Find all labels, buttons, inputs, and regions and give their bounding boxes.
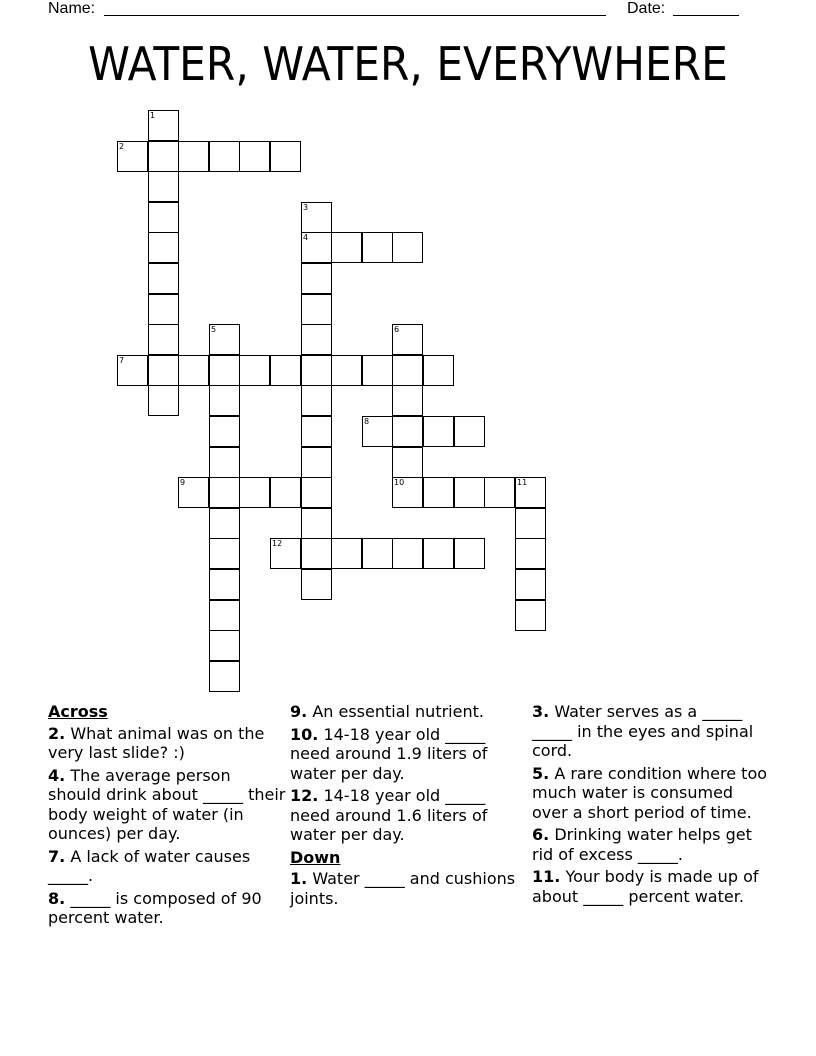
clue-across-2: 2. What animal was on the very last slide? :) (48, 723, 265, 762)
grid-cell[interactable] (331, 355, 362, 386)
clue-number: 7 (119, 356, 125, 365)
grid-cell[interactable] (362, 355, 393, 386)
clue-across-8: 8. _____ is composed of 90 percent water. (48, 888, 262, 927)
grid-cell[interactable] (301, 477, 332, 508)
clue-number: 12 (272, 539, 283, 548)
grid-cell[interactable] (362, 538, 393, 569)
grid-cell[interactable] (239, 141, 270, 172)
grid-cell[interactable] (209, 447, 240, 478)
grid-cell[interactable] (178, 355, 209, 386)
grid-cell[interactable] (423, 477, 454, 508)
grid-cell[interactable] (454, 477, 485, 508)
grid-cell[interactable] (484, 477, 515, 508)
grid-cell[interactable] (392, 324, 423, 355)
grid-cell[interactable] (392, 416, 423, 447)
clue-number: 3 (303, 203, 309, 212)
clue-down-3: 3. Water serves as a _____ _____ in the eyes and spinal cord. (532, 702, 754, 760)
grid-cell[interactable] (148, 232, 179, 263)
grid-cell[interactable] (454, 416, 485, 447)
grid-cell[interactable] (148, 171, 179, 202)
grid-cell[interactable] (239, 355, 270, 386)
clue-column-1 (48, 702, 288, 931)
grid-cell[interactable] (209, 661, 240, 692)
grid-cell[interactable] (209, 416, 240, 447)
clue-across-4: 4. The average person should drink about _____ their body weight of water (in ounces) per day. (48, 765, 286, 843)
grid-cell[interactable] (209, 141, 240, 172)
grid-cell[interactable] (515, 600, 546, 631)
grid-cell[interactable] (301, 416, 332, 447)
grid-cell[interactable] (392, 538, 423, 569)
grid-cell[interactable] (209, 355, 240, 386)
grid-cell[interactable] (209, 385, 240, 416)
grid-cell[interactable] (301, 355, 332, 386)
grid-cell[interactable] (392, 477, 423, 508)
grid-cell[interactable] (148, 385, 179, 416)
across-heading: Across (48, 702, 108, 721)
grid-cell[interactable] (301, 538, 332, 569)
grid-cell[interactable] (423, 538, 454, 569)
clue-across-9: 9. An essential nutrient. (290, 702, 484, 721)
clue-number: 2 (119, 142, 125, 151)
grid-cell[interactable] (301, 263, 332, 294)
grid-cell[interactable] (148, 355, 179, 386)
grid-cell[interactable] (148, 202, 179, 233)
grid-cell[interactable] (301, 447, 332, 478)
grid-cell[interactable] (209, 538, 240, 569)
grid-cell[interactable] (209, 477, 240, 508)
grid-cell[interactable] (270, 538, 301, 569)
grid-cell[interactable] (423, 416, 454, 447)
page-title: WATER, WATER, EVERYWHERE (88, 37, 728, 91)
grid-cell[interactable] (301, 232, 332, 263)
clue-number: 9 (180, 478, 186, 487)
clue-number: 6 (394, 325, 400, 334)
date-label: Date: (627, 0, 666, 17)
grid-cell[interactable] (362, 416, 393, 447)
grid-cell[interactable] (209, 569, 240, 600)
grid-cell[interactable] (515, 569, 546, 600)
grid-cell[interactable] (270, 477, 301, 508)
grid-cell[interactable] (148, 110, 179, 141)
clue-down-6: 6. Drinking water helps get rid of excess _____. (532, 825, 752, 864)
grid-cell[interactable] (454, 538, 485, 569)
clue-column-3 (532, 702, 772, 909)
grid-cell[interactable] (392, 447, 423, 478)
clue-number: 1 (150, 111, 156, 120)
grid-cell[interactable] (301, 324, 332, 355)
grid-cell[interactable] (515, 508, 546, 539)
clue-number: 11 (517, 478, 528, 487)
grid-cell[interactable] (239, 477, 270, 508)
grid-cell[interactable] (301, 508, 332, 539)
grid-cell[interactable] (392, 385, 423, 416)
clue-number: 8 (364, 417, 370, 426)
grid-cell[interactable] (331, 538, 362, 569)
grid-cell[interactable] (117, 141, 148, 172)
clue-down-11: 11. Your body is made up of about _____ percent water. (532, 867, 759, 906)
grid-cell[interactable] (515, 477, 546, 508)
clue-across-10: 10. 14-18 year old _____ need around 1.9 liters of water per day. (290, 724, 488, 783)
grid-cell[interactable] (515, 538, 546, 569)
grid-cell[interactable] (209, 600, 240, 631)
grid-cell[interactable] (209, 508, 240, 539)
grid-cell[interactable] (209, 324, 240, 355)
grid-cell[interactable] (392, 355, 423, 386)
grid-cell[interactable] (301, 202, 332, 233)
clue-number: 5 (211, 325, 217, 334)
grid-cell[interactable] (178, 477, 209, 508)
clue-column-2 (290, 702, 520, 911)
clue-down-1: 1. Water _____ and cushions joints. (290, 869, 516, 908)
grid-cell[interactable] (148, 141, 179, 172)
grid-cell[interactable] (209, 630, 240, 661)
grid-cell[interactable] (148, 294, 179, 325)
clue-number: 10 (394, 478, 405, 487)
clue-down-5: 5. A rare condition where too much water is consumed over a short period of time. (532, 763, 768, 822)
grid-cell[interactable] (270, 355, 301, 386)
grid-cell[interactable] (117, 355, 148, 386)
grid-cell[interactable] (331, 232, 362, 263)
grid-cell[interactable] (362, 232, 393, 263)
grid-cell[interactable] (301, 385, 332, 416)
clue-across-7: 7. A lack of water causes _____. (48, 846, 251, 885)
grid-cell[interactable] (301, 294, 332, 325)
grid-cell[interactable] (301, 569, 332, 600)
grid-cell[interactable] (270, 141, 301, 172)
down-heading: Down (290, 847, 341, 867)
name-label: Name: (48, 0, 96, 17)
grid-cell[interactable] (148, 263, 179, 294)
clue-number: 4 (303, 233, 309, 242)
clue-across-12: 12. 14-18 year old _____ need around 1.6 liters of water per day. (290, 786, 488, 844)
grid-cell[interactable] (148, 324, 179, 355)
grid-cell[interactable] (178, 141, 209, 172)
grid-cell[interactable] (392, 232, 423, 263)
grid-cell[interactable] (423, 355, 454, 386)
